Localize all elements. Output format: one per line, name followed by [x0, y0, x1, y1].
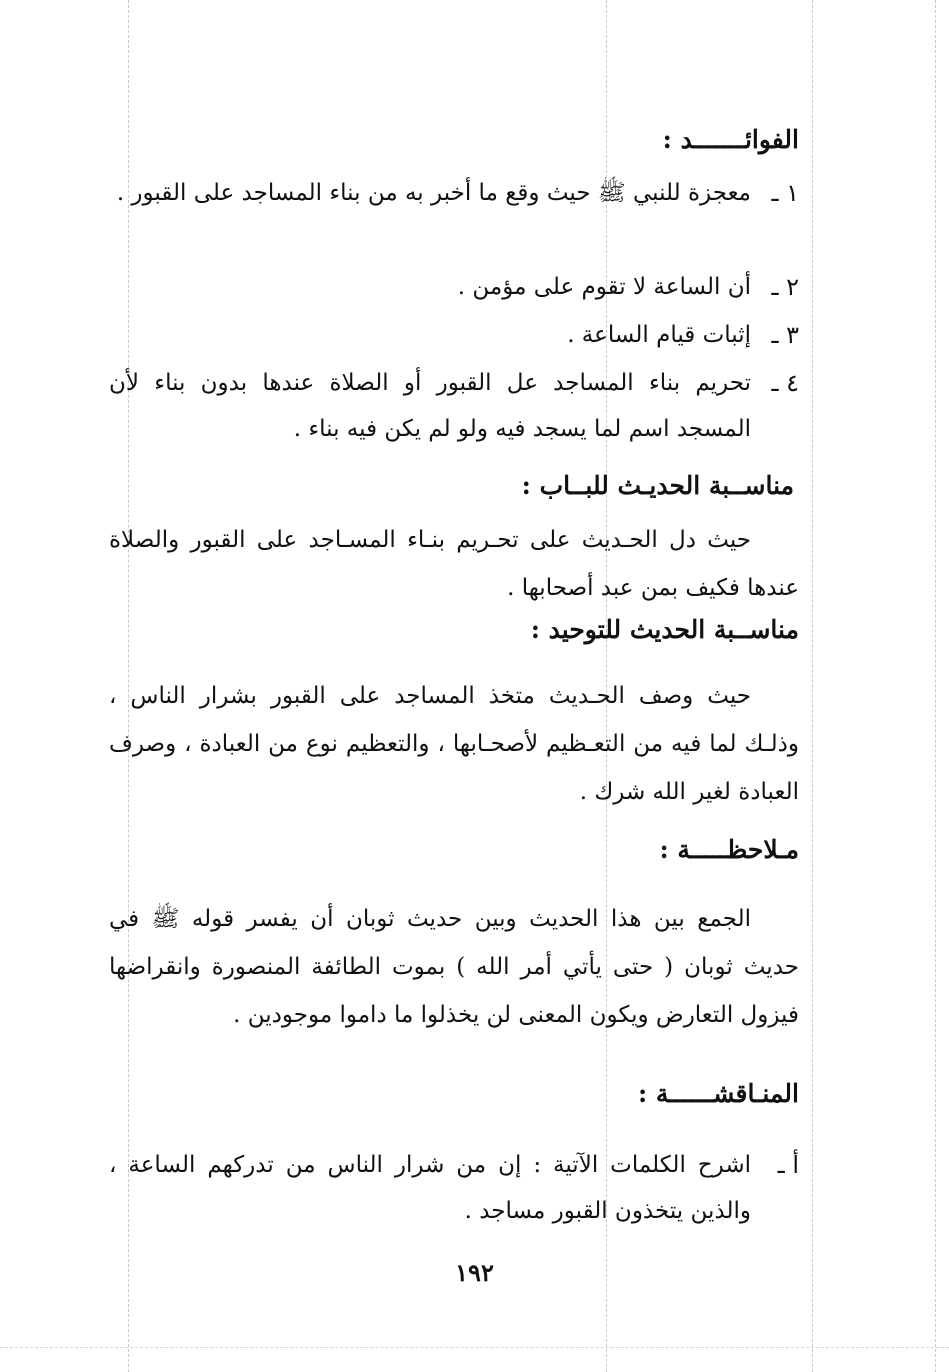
item-text: أن الساعة لا تقوم على مؤمن .	[457, 274, 751, 300]
item-number: ١ ـ	[771, 179, 799, 207]
item-number: أ ـ	[777, 1151, 799, 1179]
discussion-item-a	[109, 1142, 799, 1234]
item-text: اشرح الكلمات الآتية : إن من شرار الناس من تدركهم الساعة ، والذين يتخذون القبور مساجد .	[109, 1152, 751, 1224]
tawhid-relevance-heading: مناســبة الحديث للتوحيد :	[530, 615, 799, 644]
item-text: إثبات قيام الساعة .	[567, 322, 751, 348]
item-text: معجزة للنبي ﷺ حيث وقع ما أخبر به من بناء المساجد على القبور .	[116, 180, 751, 206]
chapter-relevance-heading: مناســبة الحديـث للبــاب :	[521, 471, 794, 500]
note-heading: مـلاحظـــــة :	[659, 835, 799, 864]
chapter-relevance-paragraph: حيث دل الحـديث على تحـريم بنـاء المسـاجد على القبور والصلاة عندها فكيف بمن عبد أصحابها .	[109, 527, 799, 601]
benefit-item-3	[109, 312, 799, 358]
benefit-item-2	[109, 264, 799, 310]
discussion-heading: المنـاقشــــــة :	[637, 1079, 799, 1108]
benefit-item-1	[109, 170, 799, 216]
note-paragraph: الجمع بين هذا الحديث وبين حديث ثوبان أن يفسر قوله ﷺ في حديث ثوبان ( حتى يأتي أمر الله ) بموت الطائفة المنصورة وانقراضها فيزول التعارض ويكون المعنى لن يخذلوا ما داموا موجودين .	[109, 906, 799, 1028]
item-number: ٢ ـ	[771, 273, 799, 301]
page-number: ١٩٢	[455, 1258, 494, 1287]
item-number: ٣ ـ	[771, 321, 799, 349]
item-text: تحريم بناء المساجد عل القبور أو الصلاة عندها بدون بناء لأن المسجد اسم لما يسجد فيه ولو لم يكن فيه بناء .	[109, 370, 751, 442]
item-number: ٤ ـ	[771, 369, 799, 397]
tawhid-relevance-paragraph: حيث وصف الحـديث متخذ المساجد على القبور بشرار الناس ، وذلـك لما فيه من التعـظيم لأصحـابها ، والتعظيم نوع من العبادة ، وصرف العبادة لغير الله شرك .	[109, 683, 799, 805]
benefit-item-4	[109, 360, 799, 452]
benefits-heading: الفوائـــــــد :	[662, 125, 799, 154]
